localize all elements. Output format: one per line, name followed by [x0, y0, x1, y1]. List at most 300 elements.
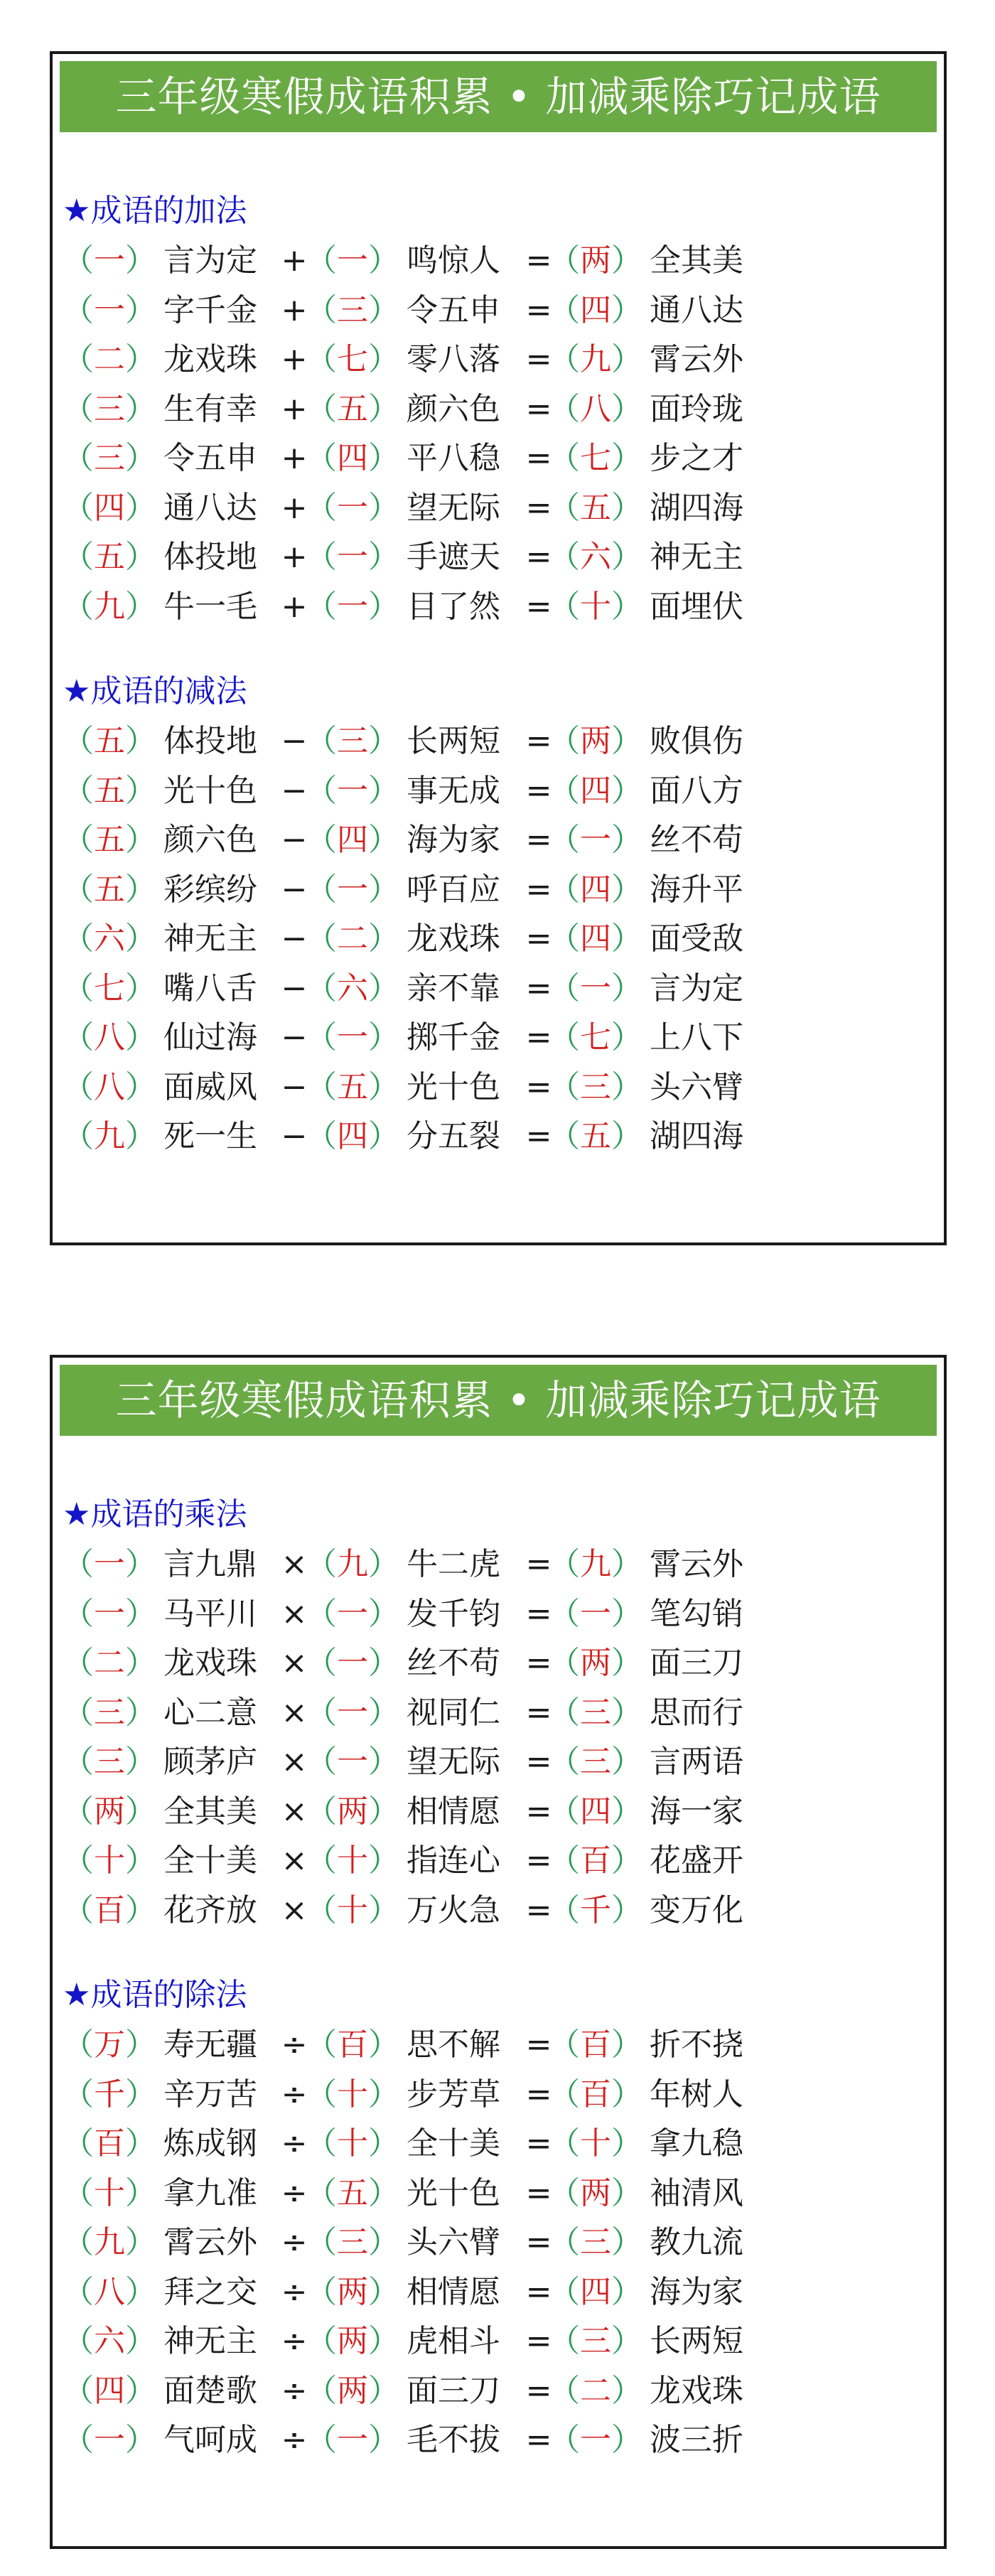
number-cell [549, 865, 642, 915]
number-cell [63, 2415, 156, 2465]
number-cell [63, 483, 156, 533]
close-paren: ） [368, 390, 399, 427]
idiom-part: 面楚歌 [163, 2372, 257, 2409]
close-paren: ） [125, 2273, 156, 2310]
number-cell [549, 335, 642, 385]
idiom-part: 丝不苟 [407, 1645, 500, 1681]
open-paren: （ [306, 341, 337, 377]
open-paren: （ [63, 723, 94, 759]
idiom-part: 神无主 [163, 2323, 257, 2359]
number-char: 五 [94, 539, 125, 575]
number-char: 一 [337, 2422, 368, 2458]
idiom-part: 亲不靠 [407, 970, 500, 1007]
close-paren: ） [125, 1019, 156, 1056]
idiom-part: 海一家 [650, 1793, 743, 1830]
idiom-part: 全十美 [407, 2125, 500, 2162]
equation-row [63, 2317, 944, 2366]
open-paren: （ [63, 822, 94, 858]
equation-row [63, 236, 944, 286]
close-paren: ） [368, 2323, 399, 2359]
section-add [63, 186, 944, 631]
number-cell [306, 865, 399, 915]
worksheet-card-1 [50, 51, 947, 1245]
close-paren: ） [368, 970, 399, 1007]
close-paren: ） [611, 440, 642, 476]
idiom-part: 花齐放 [163, 1891, 257, 1928]
equals-sign: = [525, 2372, 552, 2409]
operator: × [281, 1595, 308, 1632]
open-paren: （ [549, 291, 580, 328]
page-title-banner: 三年级寒假成语积累 • 加减乘除巧记成语 [60, 1365, 937, 1436]
equation-row [63, 1836, 944, 1886]
idiom-part: 思不解 [407, 2027, 500, 2063]
close-paren: ） [125, 588, 156, 625]
number-char: 十 [337, 1891, 368, 1928]
close-paren: ） [611, 2422, 642, 2458]
close-paren: ） [368, 539, 399, 575]
number-cell [549, 483, 642, 533]
equation-row [63, 2169, 944, 2218]
open-paren: （ [549, 588, 580, 625]
number-cell [306, 717, 399, 766]
open-paren: （ [549, 1645, 580, 1681]
idiom-part: 体投地 [163, 539, 257, 575]
close-paren: ） [368, 1793, 399, 1830]
operator: ÷ [281, 2027, 308, 2063]
close-paren: ） [368, 2422, 399, 2458]
idiom-part: 拿九准 [163, 2174, 257, 2211]
number-cell [63, 2268, 156, 2317]
close-paren: ） [125, 2422, 156, 2458]
number-char: 七 [94, 970, 125, 1007]
number-char: 八 [94, 1068, 125, 1105]
number-char: 一 [337, 539, 368, 575]
number-char: 两 [337, 2323, 368, 2359]
idiom-part: 光十色 [407, 2174, 500, 2211]
close-paren: ） [125, 1744, 156, 1780]
number-char: 三 [580, 2323, 611, 2359]
open-paren: （ [63, 2224, 94, 2260]
equals-sign: = [525, 2076, 552, 2113]
number-cell [549, 2366, 642, 2416]
open-paren: （ [549, 772, 580, 809]
equation-row [63, 286, 944, 336]
open-paren: （ [306, 822, 337, 858]
close-paren: ） [368, 772, 399, 809]
close-paren: ） [611, 1019, 642, 1056]
number-char: 四 [337, 822, 368, 858]
idiom-part: 龙戏珠 [650, 2372, 743, 2409]
operator: + [281, 341, 308, 377]
section-div [63, 1970, 944, 2465]
equals-sign: = [525, 921, 552, 957]
idiom-part: 长两短 [650, 2323, 743, 2359]
equation-row [63, 532, 944, 582]
idiom-part: 海为家 [407, 822, 500, 858]
operator: × [281, 1744, 308, 1780]
close-paren: ） [368, 921, 399, 957]
number-cell [549, 1540, 642, 1589]
equation-row [63, 1013, 944, 1063]
number-cell [549, 1886, 642, 1936]
number-char: 十 [580, 2125, 611, 2162]
close-paren: ） [611, 1595, 642, 1632]
number-char: 一 [94, 2422, 125, 2458]
open-paren: （ [63, 1891, 94, 1928]
equals-sign: = [525, 489, 552, 526]
number-char: 两 [337, 1793, 368, 1830]
number-char: 十 [580, 588, 611, 625]
close-paren: ） [611, 539, 642, 575]
idiom-part: 波三折 [650, 2422, 743, 2458]
equation-row [63, 964, 944, 1014]
number-cell [63, 1787, 156, 1837]
number-cell [306, 1112, 399, 1161]
number-char: 一 [337, 1694, 368, 1731]
number-char: 一 [337, 1645, 368, 1681]
number-char: 八 [580, 390, 611, 427]
number-cell [306, 1886, 399, 1936]
open-paren: （ [63, 1118, 94, 1154]
number-char: 一 [337, 871, 368, 908]
operator: ÷ [281, 2125, 308, 2162]
number-char: 一 [94, 1546, 125, 1582]
idiom-part: 面三刀 [650, 1645, 743, 1681]
number-cell [549, 2268, 642, 2317]
open-paren: （ [306, 921, 337, 957]
idiom-part: 言两语 [650, 1744, 743, 1780]
open-paren: （ [549, 341, 580, 377]
idiom-part: 相情愿 [407, 1793, 500, 1830]
number-char: 四 [580, 1793, 611, 1830]
number-cell [306, 2317, 399, 2366]
star-icon: ★ [63, 673, 91, 709]
close-paren: ） [611, 2323, 642, 2359]
number-cell [549, 385, 642, 434]
idiom-part: 令五申 [163, 440, 257, 476]
equation-row [63, 2070, 944, 2120]
section-title [63, 1970, 944, 2020]
section-title-text: 成语的除法 [90, 1977, 247, 2013]
open-paren: （ [549, 2422, 580, 2458]
close-paren: ） [368, 1645, 399, 1681]
close-paren: ） [125, 291, 156, 328]
star-icon: ★ [63, 193, 91, 229]
close-paren: ） [125, 440, 156, 476]
idiom-part: 发千钧 [407, 1595, 500, 1632]
close-paren: ） [125, 1891, 156, 1928]
number-char: 六 [580, 539, 611, 575]
number-char: 两 [580, 1645, 611, 1681]
number-cell [549, 286, 642, 336]
close-paren: ） [611, 822, 642, 858]
open-paren: （ [63, 1546, 94, 1582]
operator: + [281, 588, 308, 625]
idiom-part: 上八下 [650, 1019, 743, 1056]
number-cell [549, 964, 642, 1014]
idiom-part: 手遮天 [407, 539, 500, 575]
section-title-text: 成语的加法 [90, 193, 247, 229]
number-char: 十 [337, 2076, 368, 2113]
number-char: 两 [94, 1793, 125, 1830]
idiom-part: 长两短 [407, 723, 500, 759]
number-char: 千 [94, 2076, 125, 2113]
idiom-part: 面威风 [163, 1068, 257, 1105]
open-paren: （ [63, 539, 94, 575]
operator: × [281, 1891, 308, 1928]
open-paren: （ [63, 2422, 94, 2458]
idiom-part: 分五裂 [407, 1118, 500, 1154]
open-paren: （ [306, 2076, 337, 2113]
open-paren: （ [306, 1019, 337, 1056]
idiom-part: 海升平 [650, 871, 743, 908]
open-paren: （ [306, 772, 337, 809]
close-paren: ） [125, 2076, 156, 2113]
equals-sign: = [525, 970, 552, 1007]
number-cell [306, 2415, 399, 2465]
equals-sign: = [525, 1842, 552, 1879]
operator: + [281, 242, 308, 279]
open-paren: （ [549, 871, 580, 908]
idiom-part: 心二意 [163, 1694, 257, 1731]
number-char: 二 [94, 341, 125, 377]
number-char: 一 [580, 2422, 611, 2458]
open-paren: （ [549, 539, 580, 575]
number-char: 百 [580, 2076, 611, 2113]
open-paren: （ [549, 1744, 580, 1780]
idiom-part: 神无主 [163, 921, 257, 957]
number-cell [63, 2070, 156, 2120]
equation-row [63, 1638, 944, 1688]
close-paren: ） [611, 291, 642, 328]
idiom-part: 海为家 [650, 2273, 743, 2310]
operator: − [281, 723, 308, 759]
open-paren: （ [549, 489, 580, 526]
number-char: 六 [337, 970, 368, 1007]
idiom-part: 变万化 [650, 1891, 743, 1928]
close-paren: ） [125, 772, 156, 809]
number-cell [63, 2366, 156, 2416]
open-paren: （ [63, 2372, 94, 2409]
open-paren: （ [63, 772, 94, 809]
number-char: 三 [580, 1068, 611, 1105]
number-cell [306, 2020, 399, 2070]
equation-row [63, 2020, 944, 2070]
number-cell [306, 2119, 399, 2169]
close-paren: ） [125, 1118, 156, 1154]
open-paren: （ [63, 1694, 94, 1731]
open-paren: （ [306, 2174, 337, 2211]
number-cell [549, 914, 642, 964]
operator: ÷ [281, 2372, 308, 2409]
close-paren: ） [368, 1068, 399, 1105]
number-cell [549, 717, 642, 766]
equals-sign: = [525, 1645, 552, 1681]
idiom-part: 步之才 [650, 440, 743, 476]
operator: − [281, 970, 308, 1007]
number-cell [306, 2218, 399, 2268]
idiom-part: 败俱伤 [650, 723, 743, 759]
number-char: 一 [337, 242, 368, 279]
open-paren: （ [306, 2372, 337, 2409]
idiom-part: 龙戏珠 [407, 921, 500, 957]
close-paren: ） [611, 2076, 642, 2113]
operator: × [281, 1645, 308, 1681]
close-paren: ） [611, 341, 642, 377]
open-paren: （ [549, 1068, 580, 1105]
open-paren: （ [63, 489, 94, 526]
equals-sign: = [525, 871, 552, 908]
close-paren: ） [368, 1694, 399, 1731]
close-paren: ） [125, 723, 156, 759]
operator: × [281, 1842, 308, 1879]
open-paren: （ [549, 723, 580, 759]
equation-row [63, 766, 944, 816]
equals-sign: = [525, 1694, 552, 1731]
open-paren: （ [306, 2323, 337, 2359]
equals-sign: = [525, 1744, 552, 1780]
number-cell [549, 815, 642, 865]
idiom-part: 体投地 [163, 723, 257, 759]
close-paren: ） [368, 291, 399, 328]
equals-sign: = [525, 723, 552, 759]
idiom-part: 龙戏珠 [163, 341, 257, 377]
close-paren: ） [125, 1068, 156, 1105]
idiom-part: 霄云外 [650, 341, 743, 377]
number-char: 两 [580, 242, 611, 279]
open-paren: （ [306, 242, 337, 279]
number-cell [63, 1886, 156, 1936]
idiom-part: 通八达 [163, 489, 257, 526]
close-paren: ） [125, 2027, 156, 2063]
number-char: 二 [94, 1645, 125, 1681]
idiom-part: 笔勾销 [650, 1595, 743, 1632]
equation-row [63, 434, 944, 483]
close-paren: ） [125, 390, 156, 427]
close-paren: ） [611, 489, 642, 526]
close-paren: ） [611, 2372, 642, 2409]
number-cell [306, 532, 399, 582]
number-cell [63, 766, 156, 816]
close-paren: ） [125, 1694, 156, 1731]
close-paren: ） [368, 440, 399, 476]
close-paren: ） [125, 822, 156, 858]
number-char: 两 [580, 2174, 611, 2211]
number-char: 三 [337, 2224, 368, 2260]
open-paren: （ [306, 390, 337, 427]
open-paren: （ [306, 871, 337, 908]
close-paren: ） [368, 1019, 399, 1056]
equation-row [63, 582, 944, 632]
number-cell [306, 2169, 399, 2218]
close-paren: ） [611, 2224, 642, 2260]
open-paren: （ [63, 871, 94, 908]
operator: − [281, 1118, 308, 1154]
number-char: 万 [94, 2027, 125, 2063]
close-paren: ） [611, 970, 642, 1007]
equals-sign: = [525, 1793, 552, 1830]
number-cell [549, 2415, 642, 2465]
close-paren: ） [125, 2224, 156, 2260]
equation-row [63, 1688, 944, 1738]
operator: ÷ [281, 2323, 308, 2359]
equals-sign: = [525, 2027, 552, 2063]
number-cell [549, 236, 642, 286]
open-paren: （ [63, 970, 94, 1007]
open-paren: （ [549, 390, 580, 427]
close-paren: ） [368, 2174, 399, 2211]
number-cell [549, 2119, 642, 2169]
close-paren: ） [368, 341, 399, 377]
equation-row [63, 717, 944, 766]
idiom-part: 湖四海 [650, 489, 743, 526]
operator: ÷ [281, 2174, 308, 2211]
open-paren: （ [306, 970, 337, 1007]
number-cell [306, 766, 399, 816]
number-cell [63, 1112, 156, 1161]
close-paren: ） [368, 242, 399, 279]
equals-sign: = [525, 2422, 552, 2458]
number-char: 六 [94, 2323, 125, 2359]
open-paren: （ [549, 1118, 580, 1154]
idiom-part: 拿九稳 [650, 2125, 743, 2162]
number-cell [63, 865, 156, 915]
idiom-part: 神无主 [650, 539, 743, 575]
number-cell [549, 532, 642, 582]
number-cell [549, 1638, 642, 1688]
number-cell [306, 964, 399, 1014]
number-cell [63, 2218, 156, 2268]
close-paren: ） [368, 871, 399, 908]
open-paren: （ [306, 588, 337, 625]
open-paren: （ [306, 2273, 337, 2310]
equals-sign: = [525, 772, 552, 809]
open-paren: （ [549, 1842, 580, 1879]
equation-row [63, 1063, 944, 1112]
idiom-part: 万火急 [407, 1891, 500, 1928]
idiom-part: 呼百应 [407, 871, 500, 908]
number-cell [306, 2268, 399, 2317]
number-char: 六 [94, 921, 125, 957]
operator: ÷ [281, 2273, 308, 2310]
number-cell [63, 1540, 156, 1589]
number-cell [306, 434, 399, 483]
idiom-part: 零八落 [407, 341, 500, 377]
operator: − [281, 921, 308, 957]
number-cell [63, 236, 156, 286]
number-char: 五 [94, 723, 125, 759]
open-paren: （ [63, 1744, 94, 1780]
section-title-text: 成语的乘法 [90, 1496, 247, 1533]
idiom-part: 步芳草 [407, 2076, 500, 2113]
number-char: 九 [94, 1118, 125, 1154]
idiom-part: 目了然 [407, 588, 500, 625]
number-cell [549, 1063, 642, 1112]
open-paren: （ [63, 440, 94, 476]
number-char: 四 [94, 2372, 125, 2409]
number-cell [63, 2317, 156, 2366]
close-paren: ） [611, 1842, 642, 1879]
open-paren: （ [549, 1793, 580, 1830]
number-char: 一 [580, 970, 611, 1007]
number-char: 四 [94, 489, 125, 526]
idiom-part: 袖清风 [650, 2174, 743, 2211]
equation-row [63, 2268, 944, 2317]
open-paren: （ [549, 822, 580, 858]
idiom-part: 全其美 [163, 1793, 257, 1830]
idiom-part: 望无际 [407, 489, 500, 526]
equation-row [63, 1886, 944, 1936]
